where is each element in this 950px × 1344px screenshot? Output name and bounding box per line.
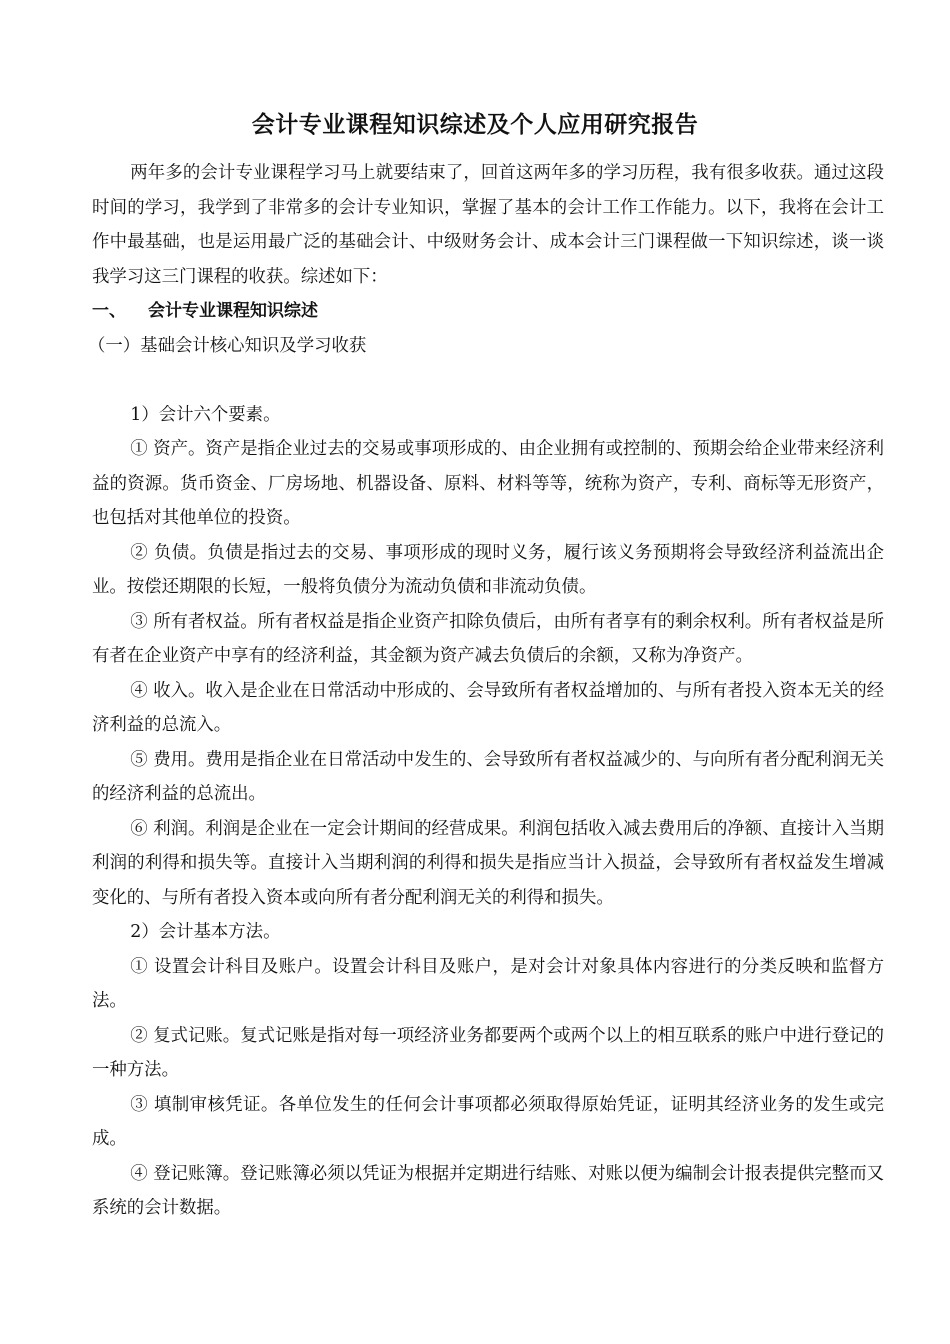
- section-heading: [92, 294, 884, 329]
- list-item: ③ 所有者权益。所有者权益是指企业资产扣除负债后，由所有者享有的剩余权利。所有者权益是所有者在企业资产中享有的经济利益，其金额为资产减去负债后的余额，又称为净资产。: [92, 611, 884, 666]
- list-item: ② 复式记账。复式记账是指对每一项经济业务都要两个或两个以上的相互联系的账户中进行登记的一种方法。: [92, 1025, 884, 1080]
- document-body: [88, 156, 884, 1226]
- list-item: ⑥ 利润。利润是企业在一定会计期间的经营成果。利润包括收入减去费用后的净额、直接计入当期利润的利得和损失等。直接计入当期利润的利得和损失是指应当计入损益，会导致所有者权益发生增减变化的、与所有者投入资本或向所有者分配利润无关的利得和损失。: [92, 818, 884, 908]
- document-title: 会计专业课程知识综述及个人应用研究报告: [251, 112, 699, 138]
- list-item: ④ 登记账簿。登记账簿必须以凭证为根据并定期进行结账、对账以便为编制会计报表提供完整而又系统的会计数据。: [92, 1163, 884, 1218]
- list-title: 2）会计基本方法。: [130, 922, 281, 942]
- list-item: ③ 填制审核凭证。各单位发生的任何会计事项都必须取得原始凭证，证明其经济业务的发生或完成。: [92, 1094, 884, 1149]
- list-item: ⑤ 费用。费用是指企业在日常活动中发生的、会导致所有者权益减少的、与向所有者分配利润无关的经济利益的总流出。: [92, 749, 884, 804]
- section-title: 会计专业课程知识综述: [148, 301, 318, 321]
- blank-line: [92, 363, 884, 398]
- list-item: ① 设置会计科目及账户。设置会计科目及账户，是对会计对象具体内容进行的分类反映和监督方法。: [92, 956, 884, 1011]
- list-item: ① 资产。资产是指企业过去的交易或事项形成的、由企业拥有或控制的、预期会给企业带来经济利益的资源。货币资金、厂房场地、机器设备、原料、材料等等，统称为资产，专利、商标等无形资产，也包括对其他单位的投资。: [92, 439, 884, 528]
- subsection-heading: （一）基础会计核心知识及学习收获: [88, 335, 367, 356]
- list-item: ② 负债。负债是指过去的交易、事项形成的现时义务，履行该义务预期将会导致经济利益流出企业。按偿还期限的长短，一般将负债分为流动负债和非流动负债。: [92, 542, 884, 597]
- intro-paragraph: 两年多的会计专业课程学习马上就要结束了，回首这两年多的学习历程，我有很多收获。通过这段时间的学习，我学到了非常多的会计专业知识，掌握了基本的会计工作工作能力。以下，我将在会计工作中最基础，也是运用最广泛的基础会计、中级财务会计、成本会计三门课程做一下知识综述，谈一谈我学习这三门课程的收获。综述如下：: [92, 163, 884, 287]
- list-title: 1）会计六个要素。: [130, 404, 281, 425]
- section-number: 一、: [92, 301, 126, 321]
- list-item: ④ 收入。收入是企业在日常活动中形成的、会导致所有者权益增加的、与所有者投入资本无关的经济利益的总流入。: [92, 680, 884, 735]
